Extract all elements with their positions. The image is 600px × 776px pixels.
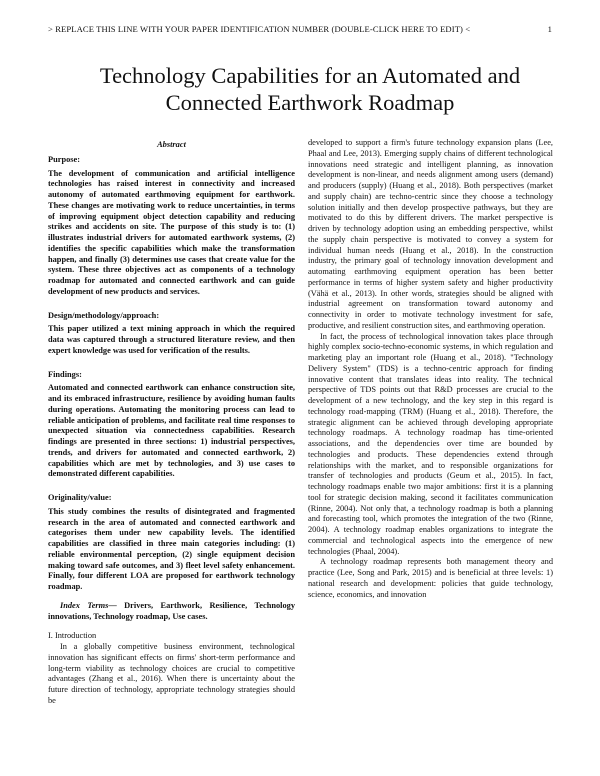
title-line-2: Connected Earthwork Roadmap [165, 90, 455, 115]
left-column [48, 140, 295, 707]
right-paragraph-1: developed to support a firm's future technology expansion plans (Lee, Phaal and Lee, 2013). Emerging supply chains of different technological innovations need strategic and intelligent planning, as innovation development is non-linear, and needs alignment among users (demand) and producers (supply) (Huang et al., 2018). Both perspectives (market and supply chain) are techno-centric since they choose a technology solution initially and then develop prospective pathways, but they are motivated to do this by different drivers. The market perspective is driven by technology adoption using an embedding perspective, whilst the supply chain perspective is motivated to convey a system for individual human needs (Huang et al., 2018). In the construction industry, the primary goal of technology innovation development and automating earthmoving equipment operation has been better performance in terms of higher system safety and higher productivity (Vähä et al., 2013). In other words, strategies should be aligned with industrial agreement on transformation toward autonomy and connectivity in order to motivate technology investment for safe, productive, and resilient construction sites, and earthmoving operation. [308, 138, 553, 330]
design-text: This paper utilized a text mining approach in which the required data was captured through a structured literature review, and then expert knowledge was used for verification of the results. [48, 324, 295, 355]
title-line-1: Technology Capabilities for an Automated and [99, 63, 521, 88]
right-paragraph-2: In fact, the process of technological innovation takes place through highly complex socio-techno-economic systems, in which regulation and marketing play an important role (Huang et al., 2018). "Technology Delivery System" (TDS) is a techno-centric approach for finding innovative content that translates ideas into reality. The technical perspective of TDS points out that R&D processes are crucial to the development of a new technology, and the key step in this regard is technology road-mapping (TRM) (Huang et al., 2018). Therefore, the strategic alignment can be achieved through developing appropriate technology roadmaps. A technology roadmap has time-oriented associations, and the dependencies over time are bounded by technologies and products. These dependencies extend through relationships with the market, and to responsible organizations for transfer of technologies and products (Geum et al., 2015). In fact, technology roadmaps enable two major ambitions: first it is a planning tool for strategic decision making, second it facilitates communication (Rinne, 2004). Not only that, a technology roadmap is both a planning and forecasting tool, which promotes the integration of the two (Rinne, 2004). A technology roadmap enables organizations to integrate the commercial and technological aspects into the emergence of new technologies (Phaal, 2004). [308, 331, 553, 556]
page-number: 1 [547, 24, 552, 34]
right-paragraph-3: A technology roadmap represents both management theory and practice (Lee, Song and Park, 2015) and is beneficial at three levels: 1) national research and development: policies that guide technology, science, economics, and innovation [308, 557, 553, 599]
originality-label: Originality/value: [48, 493, 112, 502]
header-text: > REPLACE THIS LINE WITH YOUR PAPER IDENTIFICATION NUMBER (DOUBLE-CLICK HERE TO EDIT) < [48, 24, 471, 34]
purpose-label: Purpose: [48, 154, 80, 164]
right-column [308, 138, 553, 600]
section-heading-introduction: I. Introduction [48, 631, 97, 641]
page-header [48, 24, 552, 34]
purpose-text: The development of communication and artificial intelligence technologies has raised interest in connectivity and increased autonomy of automated earthmoving equipment for earthwork. These changes are motivating work to reduce uncertainties, in terms of improving equipment object detection capability and reducing strikes and accidents on site. The purpose of this study is to: (1) illustrates industrial drivers for automated earthwork systems, (2) identifies the specific capabilities which make the transformation happen, and finally (3) determines use cases that create value for the system. These three objectives act as components of a technology roadmap for automated and connected earthwork and can guide development of new products and services. [48, 168, 295, 296]
design-label: Design/methodology/approach: [48, 310, 160, 320]
index-terms [48, 601, 295, 623]
findings-text: Automated and connected earthwork can enhance construction site, and its embraced infrastructure, resilience by avoiding human faults during operations. Automating the monitoring process can lead to reliable anticipation of problems, and facilitate real time responses to unexpected situation via connectedness capabilities. Research findings are presented in three sections: 1) industrial perspectives, trends, and drivers for automated and connected earthwork, 2) capabilities which are met by technologies, and 3) use cases to demonstrated different capabilities. [48, 383, 295, 479]
intro-paragraph-1: In a globally competitive business environment, technological innovation has significant effects on firms' short-term performance and long-term viability as technology choices are crucial to competitive advantages (Zhang et al., 2016). When there is uncertainty about the future direction of technology, appropriate technology strategies should be [48, 642, 295, 705]
findings-label: Findings: [48, 369, 82, 379]
abstract-heading: Abstract [157, 140, 186, 149]
paper-title [60, 62, 560, 116]
originality-text: This study combines the results of disintegrated and fragmented research in the area of automated and connected earthwork and categorises them under new capability levels. The identified capabilities are classified in three main categories including: (1) reliable environmental perception, (2) single equipment decision making toward safe outcomes, and 3) fleet level safety enhancement. Finally, four different LOA are proposed for earthwork technology roadmap. [48, 506, 295, 591]
index-terms-label: Index Terms [60, 600, 109, 610]
index-terms-text: — Drivers, Earthwork, Resilience, Technology innovations, Technology roadmap, Use cases. [48, 600, 295, 621]
